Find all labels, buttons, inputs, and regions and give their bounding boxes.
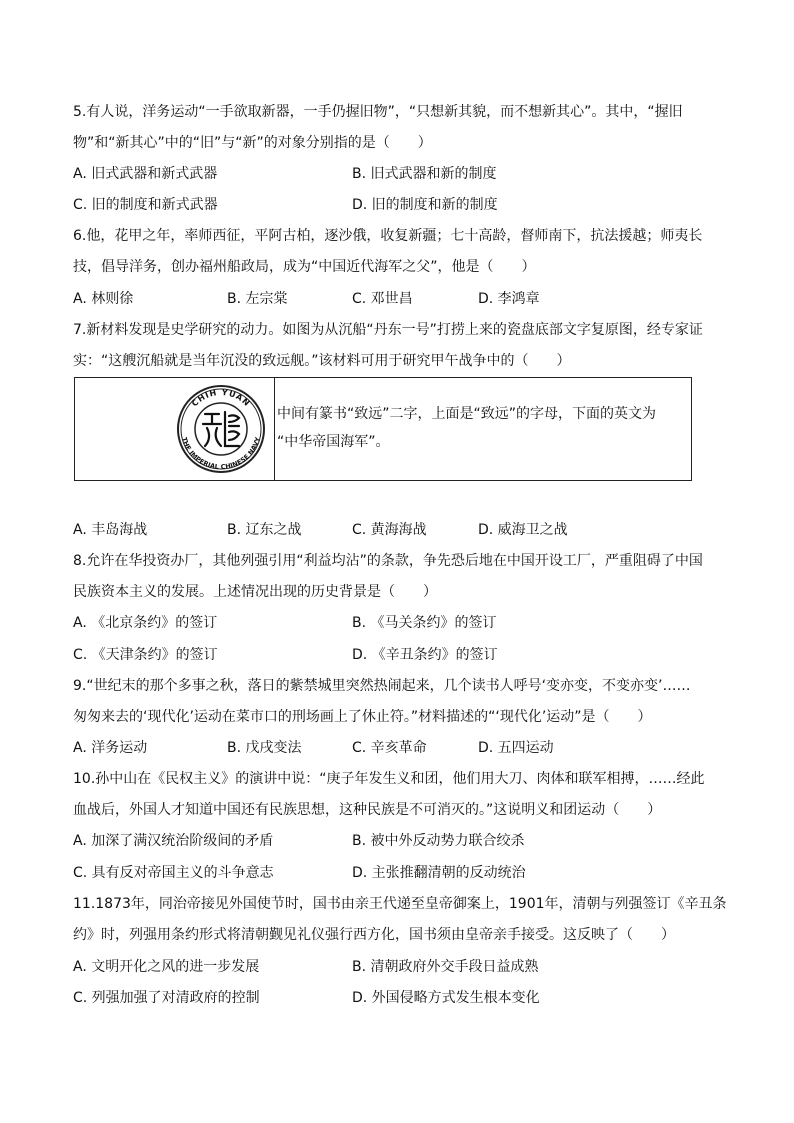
navy-seal-icon	[169, 384, 273, 474]
q5-option-b: B. 旧式武器和新的制度	[352, 166, 497, 182]
q7-option-a: A. 丰岛海战	[73, 522, 148, 538]
q11-option-c: C. 列强加强了对清政府的控制	[73, 990, 260, 1006]
q6-option-b: B. 左宗棠	[227, 291, 288, 307]
q7-figure-cell	[75, 378, 275, 480]
q9-stem-line1: 9.“世纪末的那个多事之秋，落日的紫禁城里突然热闹起来，几个读书人呼号‘变亦变，不变亦变’……	[73, 678, 691, 694]
seal-top-text: CHIH YUAN	[190, 387, 252, 409]
q11-option-b: B. 清朝政府外交手段日益成熟	[352, 959, 539, 975]
q7-stem-line1: 7.新材料发现是史学研究的动力。如图为从沉船“丹东一号”打捞上来的瓷盘底部文字复原图，经专家证	[73, 322, 703, 338]
q9-option-a: A. 洋务运动	[73, 740, 148, 756]
q11-stem-line2: 约》时，列强用条约形式将清朝觐见礼仪强行西方化，国书须由皇帝亲手接受。这反映了（ ）	[73, 927, 675, 943]
q10-option-c: C. 具有反对帝国主义的斗争意志	[73, 865, 274, 881]
q11-stem-line1: 11.1873年，同治帝接见外国使节时，国书由亲王代递至皇帝御案上，1901年，清朝与列强签订《辛丑条	[73, 896, 727, 912]
q9-option-c: C. 辛亥革命	[352, 740, 427, 756]
q6-stem-line2: 技，倡导洋务，创办福州船政局，成为“中国近代海军之父”，他是（ ）	[73, 259, 536, 275]
q7-figure-table	[74, 377, 692, 481]
q7-caption-line1: 中间有篆书“致远”二字，上面是“致远”的字母，下面的英文为	[277, 406, 657, 422]
seal-bottom-text: THE IMPERIAL CHINESE NAVY	[180, 436, 262, 472]
q8-stem-line1: 8.允许在华投资办厂，其他列强引用“利益均沾”的条款，争先恐后地在中国开设工厂，严重阻碍了中国	[73, 553, 703, 569]
q5-option-a: A. 旧式武器和新式武器	[73, 166, 218, 182]
q7-caption-line2: “中华帝国海军”。	[277, 434, 390, 450]
q5-stem-line2: 物”和“新其心”中的“旧”与“新”的对象分别指的是（ ）	[73, 135, 432, 151]
q10-option-d: D. 主张推翻清朝的反动统治	[352, 865, 526, 881]
q7-stem-line2: 实：“这艘沉船就是当年沉没的致远舰。”该材料可用于研究甲午战争中的（ ）	[73, 353, 571, 369]
q8-stem-line2: 民族资本主义的发展。上述情况出现的历史背景是（ ）	[73, 584, 437, 600]
q6-option-c: C. 邓世昌	[352, 291, 413, 307]
q6-stem-line1: 6.他，花甲之年，率师西征，平阿古柏，逐沙俄，收复新疆；七十高龄，督师南下，抗法援越；师夷长	[73, 228, 703, 244]
q7-option-d: D. 威海卫之战	[478, 522, 568, 538]
q8-option-c: C. 《天津条约》的签订	[73, 647, 218, 663]
q5-option-c: C. 旧的制度和新式武器	[73, 197, 218, 213]
q7-figure-caption	[275, 378, 691, 480]
q10-option-b: B. 被中外反动势力联合绞杀	[352, 833, 525, 849]
q11-option-a: A. 文明开化之风的进一步发展	[73, 959, 260, 975]
q10-stem-line2: 血战后，外国人才知道中国还有民族思想，这种民族是不可消灭的。”这说明义和团运动（ ）	[73, 802, 662, 818]
q8-option-a: A. 《北京条约》的签订	[73, 615, 218, 631]
q9-option-d: D. 五四运动	[478, 740, 554, 756]
q7-option-b: B. 辽东之战	[227, 522, 302, 538]
q9-option-b: B. 戊戌变法	[227, 740, 302, 756]
q6-option-a: A. 林则徐	[73, 291, 134, 307]
q11-option-d: D. 外国侵略方式发生根本变化	[352, 990, 540, 1006]
q9-stem-line2: 匆匆来去的‘现代化’运动在菜市口的刑场画上了休止符。”材料描述的“‘现代化’运动”是（ ）	[73, 709, 652, 725]
q7-option-c: C. 黄海海战	[352, 522, 427, 538]
q8-option-d: D. 《辛丑条约》的签订	[352, 647, 498, 663]
q6-option-d: D. 李鸿章	[478, 291, 540, 307]
q5-option-d: D. 旧的制度和新的制度	[352, 197, 498, 213]
q8-option-b: B. 《马关条约》的签订	[352, 615, 497, 631]
q10-stem-line1: 10.孙中山在《民权主义》的演讲中说：“庚子年发生义和团，他们用大刀、肉体和联军相搏，……经此	[73, 771, 705, 787]
svg-text:THE IMPERIAL CHINESE NAVY	[180, 436, 262, 471]
q5-stem-line1: 5.有人说，洋务运动“一手欲取新器，一手仍握旧物”，“只想新其貌，而不想新其心”。其中，“握旧	[73, 104, 683, 120]
q10-option-a: A. 加深了满汉统治阶级间的矛盾	[73, 833, 274, 849]
